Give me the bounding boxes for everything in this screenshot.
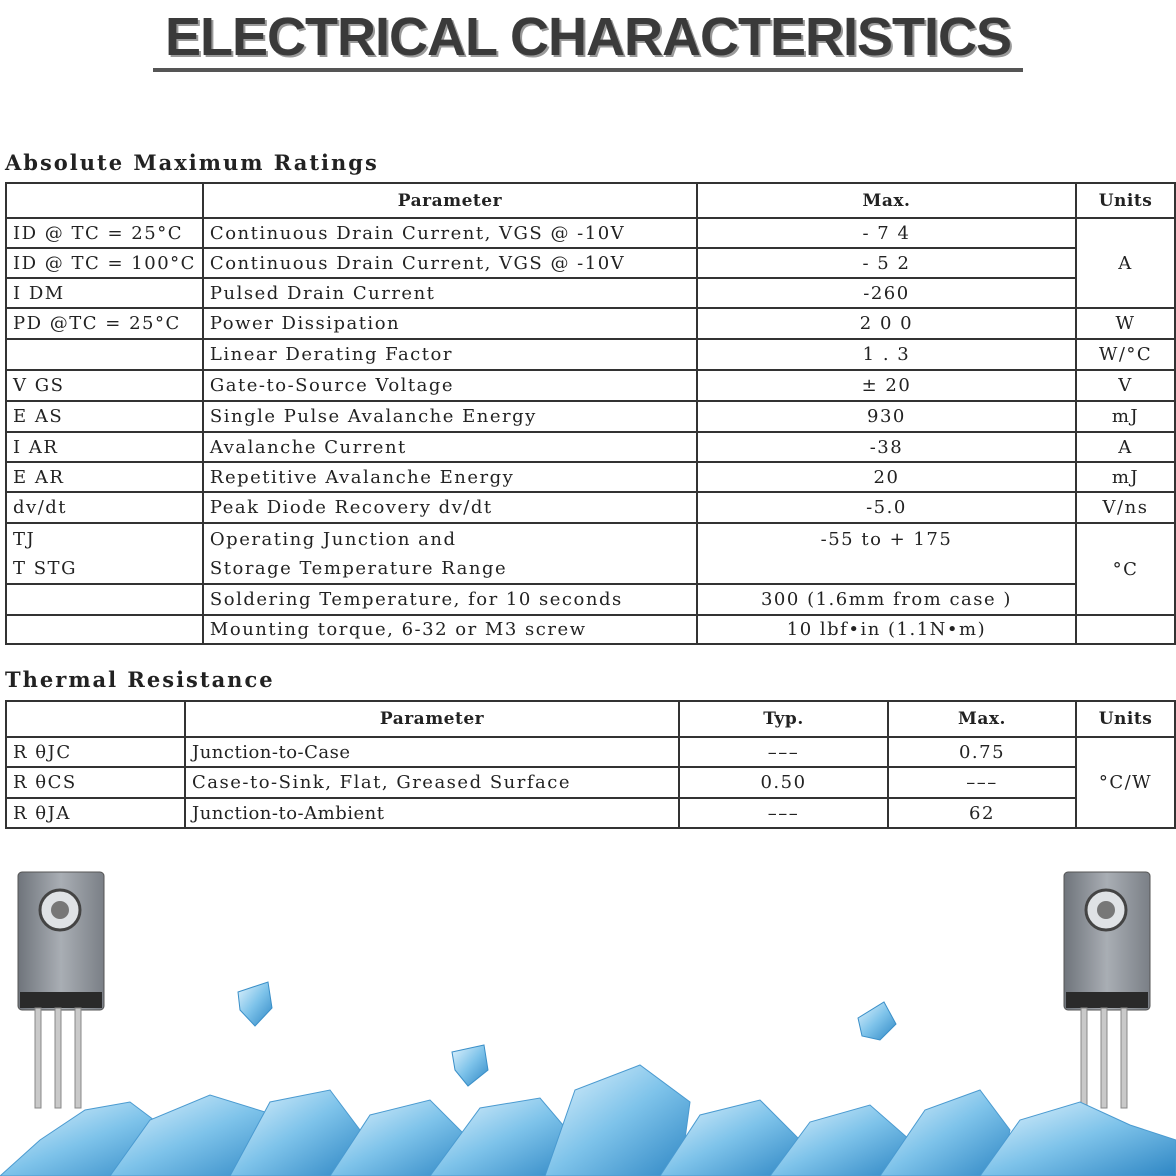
row-units: W	[1076, 308, 1175, 339]
row-max: -38	[697, 432, 1076, 462]
row-symbol: dv/dt	[6, 492, 203, 523]
row-parameter: Avalanche Current	[203, 432, 697, 462]
table-row	[6, 462, 1175, 492]
row-typ: –––	[679, 737, 888, 767]
title-underline	[153, 68, 1023, 72]
transistor-icon	[18, 872, 104, 1108]
row-max: ± 20	[697, 370, 1076, 401]
table-row	[6, 554, 1175, 584]
row-symbol: PD @TC = 25°C	[6, 308, 203, 339]
header-max: Max.	[888, 701, 1076, 737]
ice-cubes-icon	[238, 982, 896, 1086]
row-max: 0.75	[888, 737, 1076, 767]
table-header-row	[6, 701, 1175, 737]
table-row	[6, 767, 1175, 798]
row-symbol: T STG	[6, 554, 203, 584]
header-units: Units	[1076, 183, 1175, 218]
row-symbol: ID @ TC = 100°C	[6, 248, 203, 278]
row-max: - 5 2	[697, 248, 1076, 278]
row-units: V/ns	[1076, 492, 1175, 523]
table-row	[6, 584, 1175, 615]
abs-max-table	[5, 182, 1176, 645]
row-symbol: V GS	[6, 370, 203, 401]
row-max: 20	[697, 462, 1076, 492]
row-symbol: R θJC	[6, 737, 185, 767]
row-symbol: I DM	[6, 278, 203, 308]
row-max: –––	[888, 767, 1076, 798]
table-row	[6, 401, 1175, 432]
row-typ: –––	[679, 798, 888, 828]
row-symbol	[6, 615, 203, 644]
decor-illustration	[0, 840, 1176, 1176]
row-symbol: R θJA	[6, 798, 185, 828]
row-symbol: E AR	[6, 462, 203, 492]
row-max: 300 (1.6mm from case )	[697, 584, 1076, 615]
row-parameter: Continuous Drain Current, VGS @ -10V	[203, 218, 697, 248]
row-parameter: Power Dissipation	[203, 308, 697, 339]
table-row	[6, 432, 1175, 462]
row-symbol: TJ	[6, 523, 203, 554]
header-symbol	[6, 183, 203, 218]
row-symbol: I AR	[6, 432, 203, 462]
row-units: A	[1076, 218, 1175, 308]
transistor-icon	[1064, 872, 1150, 1108]
row-parameter: Operating Junction and	[203, 523, 697, 554]
table-row	[6, 278, 1175, 308]
table-row	[6, 798, 1175, 828]
thermal-table	[5, 700, 1176, 829]
row-symbol: E AS	[6, 401, 203, 432]
table-row	[6, 339, 1175, 370]
table-row	[6, 737, 1175, 767]
thermal-heading: Thermal Resistance	[5, 667, 275, 692]
row-max: -55 to + 175	[697, 523, 1076, 554]
header-symbol	[6, 701, 185, 737]
row-max: 1 . 3	[697, 339, 1076, 370]
row-units: V	[1076, 370, 1175, 401]
row-parameter: Junction-to-Ambient	[185, 798, 679, 828]
table-row	[6, 218, 1175, 248]
row-max: -260	[697, 278, 1076, 308]
row-parameter: Continuous Drain Current, VGS @ -10V	[203, 248, 697, 278]
row-max	[697, 554, 1076, 584]
row-symbol: ID @ TC = 25°C	[6, 218, 203, 248]
row-parameter: Junction-to-Case	[185, 737, 679, 767]
ice-cubes-icon	[0, 1065, 1176, 1176]
row-parameter: Peak Diode Recovery dv/dt	[203, 492, 697, 523]
row-units	[1076, 615, 1175, 644]
row-symbol	[6, 339, 203, 370]
page-title: ELECTRICAL CHARACTERISTICS	[164, 7, 1011, 67]
row-parameter: Case-to-Sink, Flat, Greased Surface	[185, 767, 679, 798]
table-row	[6, 523, 1175, 554]
abs-max-heading: Absolute Maximum Ratings	[5, 150, 379, 175]
table-row	[6, 615, 1175, 644]
row-units: °C	[1076, 523, 1175, 615]
row-parameter: Mounting torque, 6-32 or M3 screw	[203, 615, 697, 644]
header-typ: Typ.	[679, 701, 888, 737]
row-max: 930	[697, 401, 1076, 432]
row-parameter: Linear Derating Factor	[203, 339, 697, 370]
row-parameter: Storage Temperature Range	[203, 554, 697, 584]
header-parameter: Parameter	[203, 183, 697, 218]
row-symbol	[6, 584, 203, 615]
header-max: Max.	[697, 183, 1076, 218]
header-parameter: Parameter	[185, 701, 679, 737]
row-symbol: R θCS	[6, 767, 185, 798]
row-units: mJ	[1076, 401, 1175, 432]
row-units: A	[1076, 432, 1175, 462]
row-units: W/°C	[1076, 339, 1175, 370]
table-row	[6, 248, 1175, 278]
row-parameter: Gate-to-Source Voltage	[203, 370, 697, 401]
row-max: 2 0 0	[697, 308, 1076, 339]
table-row	[6, 492, 1175, 523]
header-units: Units	[1076, 701, 1175, 737]
row-units: mJ	[1076, 462, 1175, 492]
row-max: - 7 4	[697, 218, 1076, 248]
row-parameter: Soldering Temperature, for 10 seconds	[203, 584, 697, 615]
table-row	[6, 308, 1175, 339]
row-parameter: Pulsed Drain Current	[203, 278, 697, 308]
row-typ: 0.50	[679, 767, 888, 798]
row-units: °C/W	[1076, 737, 1175, 828]
row-max: 62	[888, 798, 1076, 828]
table-header-row	[6, 183, 1175, 218]
row-max: 10 lbf•in (1.1N•m)	[697, 615, 1076, 644]
row-parameter: Single Pulse Avalanche Energy	[203, 401, 697, 432]
row-max: -5.0	[697, 492, 1076, 523]
table-row	[6, 370, 1175, 401]
row-parameter: Repetitive Avalanche Energy	[203, 462, 697, 492]
